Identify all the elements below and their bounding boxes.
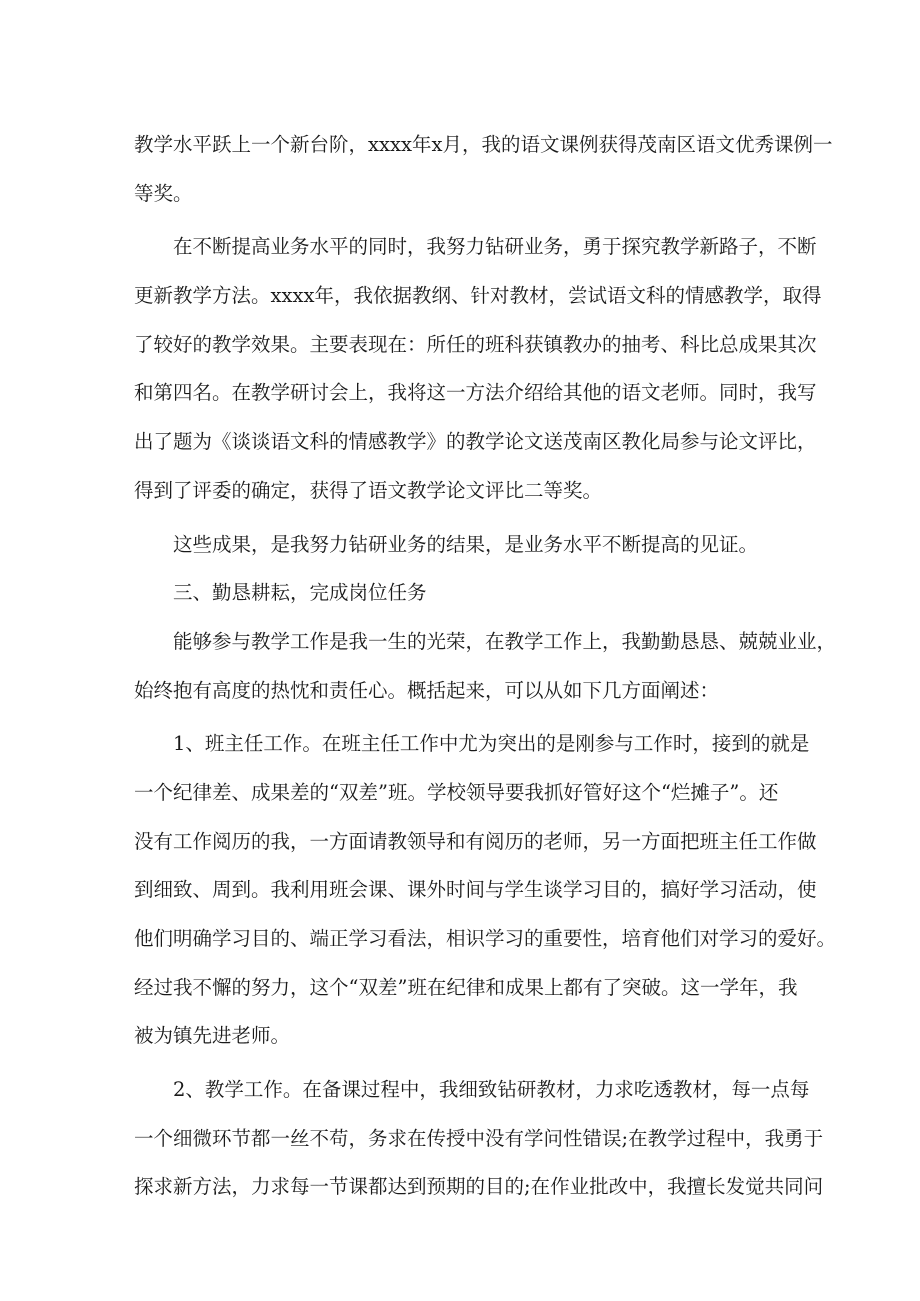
paragraph-7 xyxy=(134,1066,824,1212)
text-line: 在不断提高业务水平的同时，我努力钻研业务，勇于探究教学新路子，不断 xyxy=(173,235,817,259)
text-line: 出了题为《谈谈语文科的情感教学》的教学论文送茂南区教化局参与论文评比， xyxy=(134,430,817,454)
paragraph-2 xyxy=(134,223,822,515)
text-line: 一个细微环节都一丝不苟，务求在传授中没有学问性错误;在教学过程中，我勇于 xyxy=(134,1126,824,1150)
text-line: 得到了评委的确定，获得了语文教学论文评比二等奖。 xyxy=(134,478,603,502)
text-line: 教学水平跃上一个新台阶，xxxx年x月，我的语文课例获得茂南区语文优秀课例一 xyxy=(134,133,833,156)
text-line: 2、教学工作。在备课过程中，我细致钻研教材，力求吃透教材，每一点每 xyxy=(173,1078,810,1102)
text-line: 能够参与教学工作是我一生的光荣，在教学工作上，我勤勤恳恳、兢兢业业， xyxy=(173,629,837,653)
text-line: 他们明确学习目的、端正学习看法，相识学习的重要性，培育他们对学习的爱好。 xyxy=(134,927,837,950)
heading-line: 三、勤恳耕耘，完成岗位任务 xyxy=(173,581,427,605)
paragraph-3 xyxy=(134,521,790,570)
document-body xyxy=(134,121,837,1212)
text-line: 等奖。 xyxy=(134,181,193,205)
text-line: 到细致、周到。我利用班会课、课外时间与学生谈学习目的，搞好学习活动，使 xyxy=(134,878,817,902)
text-line: 一个纪律差、成果差的“双差”班。学校领导要我抓好管好这个“烂摊子”。还 xyxy=(134,780,779,804)
paragraph-6 xyxy=(134,720,837,1061)
text-line: 更新教学方法。xxxx年，我依据教纲、针对教材，尝试语文科的情感教学，取得 xyxy=(134,284,822,308)
text-line: 始终抱有高度的热忱和责任心。概括起来，可以从如下几方面阐述： xyxy=(134,678,720,702)
paragraph-1 xyxy=(134,121,833,218)
text-line: 被为镇先进老师。 xyxy=(134,1024,291,1048)
text-line: 和第四名。在教学研讨会上，我将这一方法介绍给其他的语文老师。同时，我写 xyxy=(134,381,817,405)
section-heading xyxy=(134,569,790,618)
text-line: 了较好的教学效果。主要表现在：所任的班科获镇教办的抽考、科比总成果其次 xyxy=(134,332,817,356)
text-line: 这些成果，是我努力钻研业务的结果，是业务水平不断提高的见证。 xyxy=(173,532,759,556)
text-line: 没有工作阅历的我，一方面请教领导和有阅历的老师，另一方面把班主任工作做 xyxy=(134,829,817,853)
text-line: 1、班主任工作。在班主任工作中尤为突出的是刚参与工作时，接到的就是 xyxy=(173,732,810,756)
paragraph-5 xyxy=(134,618,837,715)
text-line: 经过我不懈的努力，这个“双差”班在纪律和成果上都有了突破。这一学年，我 xyxy=(134,975,798,999)
text-line: 探求新方法，力求每一节课都达到预期的目的;在作业批改中，我擅长发觉共同问 xyxy=(134,1175,824,1199)
